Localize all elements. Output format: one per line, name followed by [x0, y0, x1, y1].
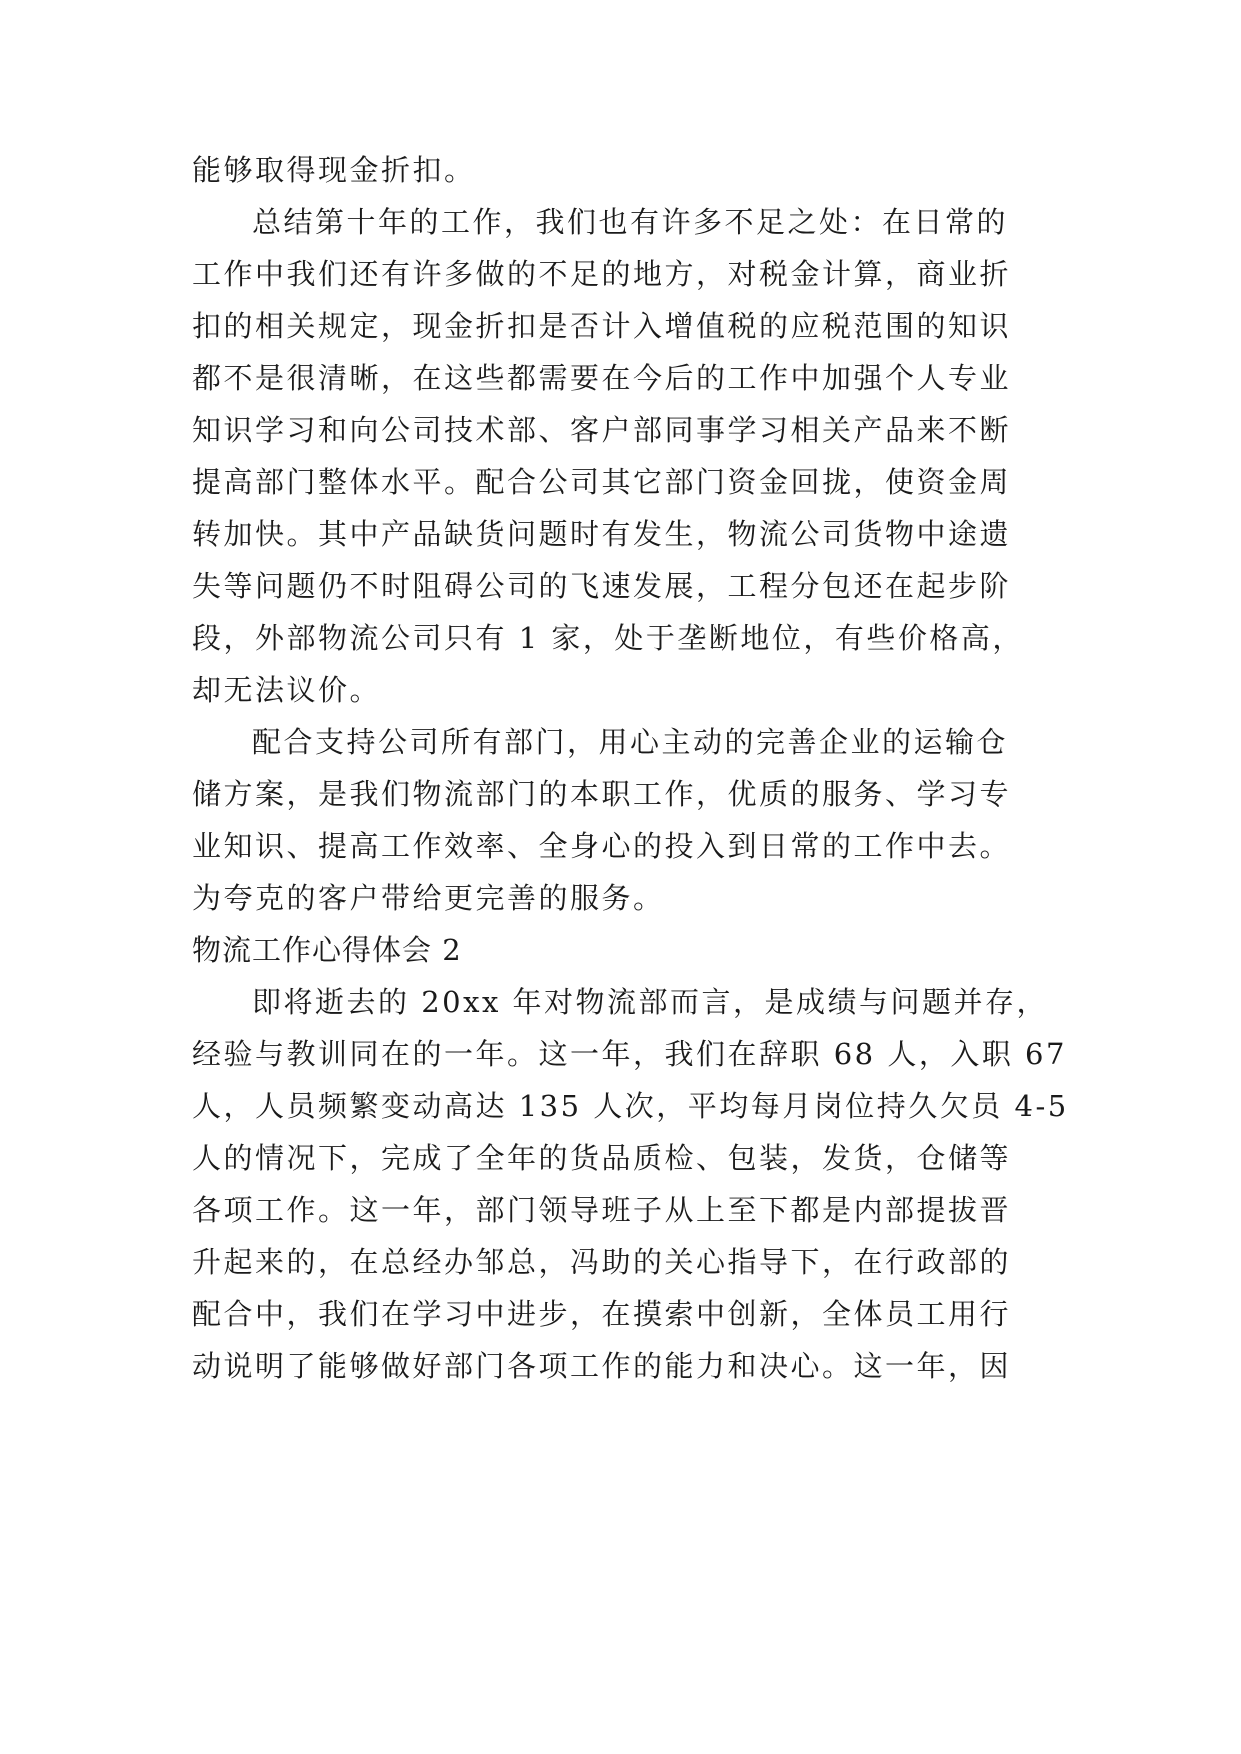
paragraph-line: 人，人员频繁变动高达 135 人次，平均每月岗位持久欠员 4-5	[192, 1089, 1069, 1123]
paragraph-line: 失等问题仍不时阻碍公司的飞速发展，工程分包还在起步阶	[192, 569, 1012, 603]
paragraph-line: 业知识、提高工作效率、全身心的投入到日常的工作中去。	[192, 829, 1012, 863]
paragraph-line: 动说明了能够做好部门各项工作的能力和决心。这一年，因	[192, 1349, 1012, 1383]
paragraph-line: 配合支持公司所有部门，用心主动的完善企业的运输仓	[252, 725, 1009, 759]
paragraph-line: 即将逝去的 20xx 年对物流部而言，是成绩与问题并存，	[252, 985, 1049, 1019]
paragraph-line: 能够取得现金折扣。	[192, 153, 476, 187]
paragraph-line: 提高部门整体水平。配合公司其它部门资金回拢，使资金周	[192, 465, 1012, 499]
paragraph-line: 为夸克的客户带给更完善的服务。	[192, 881, 665, 915]
paragraph-line: 知识学习和向公司技术部、客户部同事学习相关产品来不断	[192, 413, 1012, 447]
paragraph-line: 各项工作。这一年，部门领导班子从上至下都是内部提拔晋	[192, 1193, 1012, 1227]
paragraph-line: 人的情况下，完成了全年的货品质检、包装，发货，仓储等	[192, 1141, 1012, 1175]
paragraph-line: 升起来的，在总经办邹总，冯助的关心指导下，在行政部的	[192, 1245, 1012, 1279]
paragraph-line: 扣的相关规定，现金折扣是否计入增值税的应税范围的知识	[192, 309, 1012, 343]
paragraph-line: 转加快。其中产品缺货问题时有发生，物流公司货物中途遗	[192, 517, 1012, 551]
paragraph-line: 工作中我们还有许多做的不足的地方，对税金计算，商业折	[192, 257, 1012, 291]
paragraph-line: 经验与教训同在的一年。这一年，我们在辞职 68 人，入职 67	[192, 1037, 1067, 1071]
section-heading: 物流工作心得体会 2	[192, 933, 462, 967]
paragraph-line: 却无法议价。	[192, 673, 382, 707]
paragraph-line: 储方案，是我们物流部门的本职工作，优质的服务、学习专	[192, 777, 1012, 811]
paragraph-line: 配合中，我们在学习中进步，在摸索中创新，全体员工用行	[192, 1297, 1012, 1331]
paragraph-line: 总结第十年的工作，我们也有许多不足之处：在日常的	[252, 205, 1009, 239]
paragraph-line: 段，外部物流公司只有 1 家，处于垄断地位，有些价格高，	[192, 621, 1024, 655]
paragraph-line: 都不是很清晰，在这些都需要在今后的工作中加强个人专业	[192, 361, 1012, 395]
